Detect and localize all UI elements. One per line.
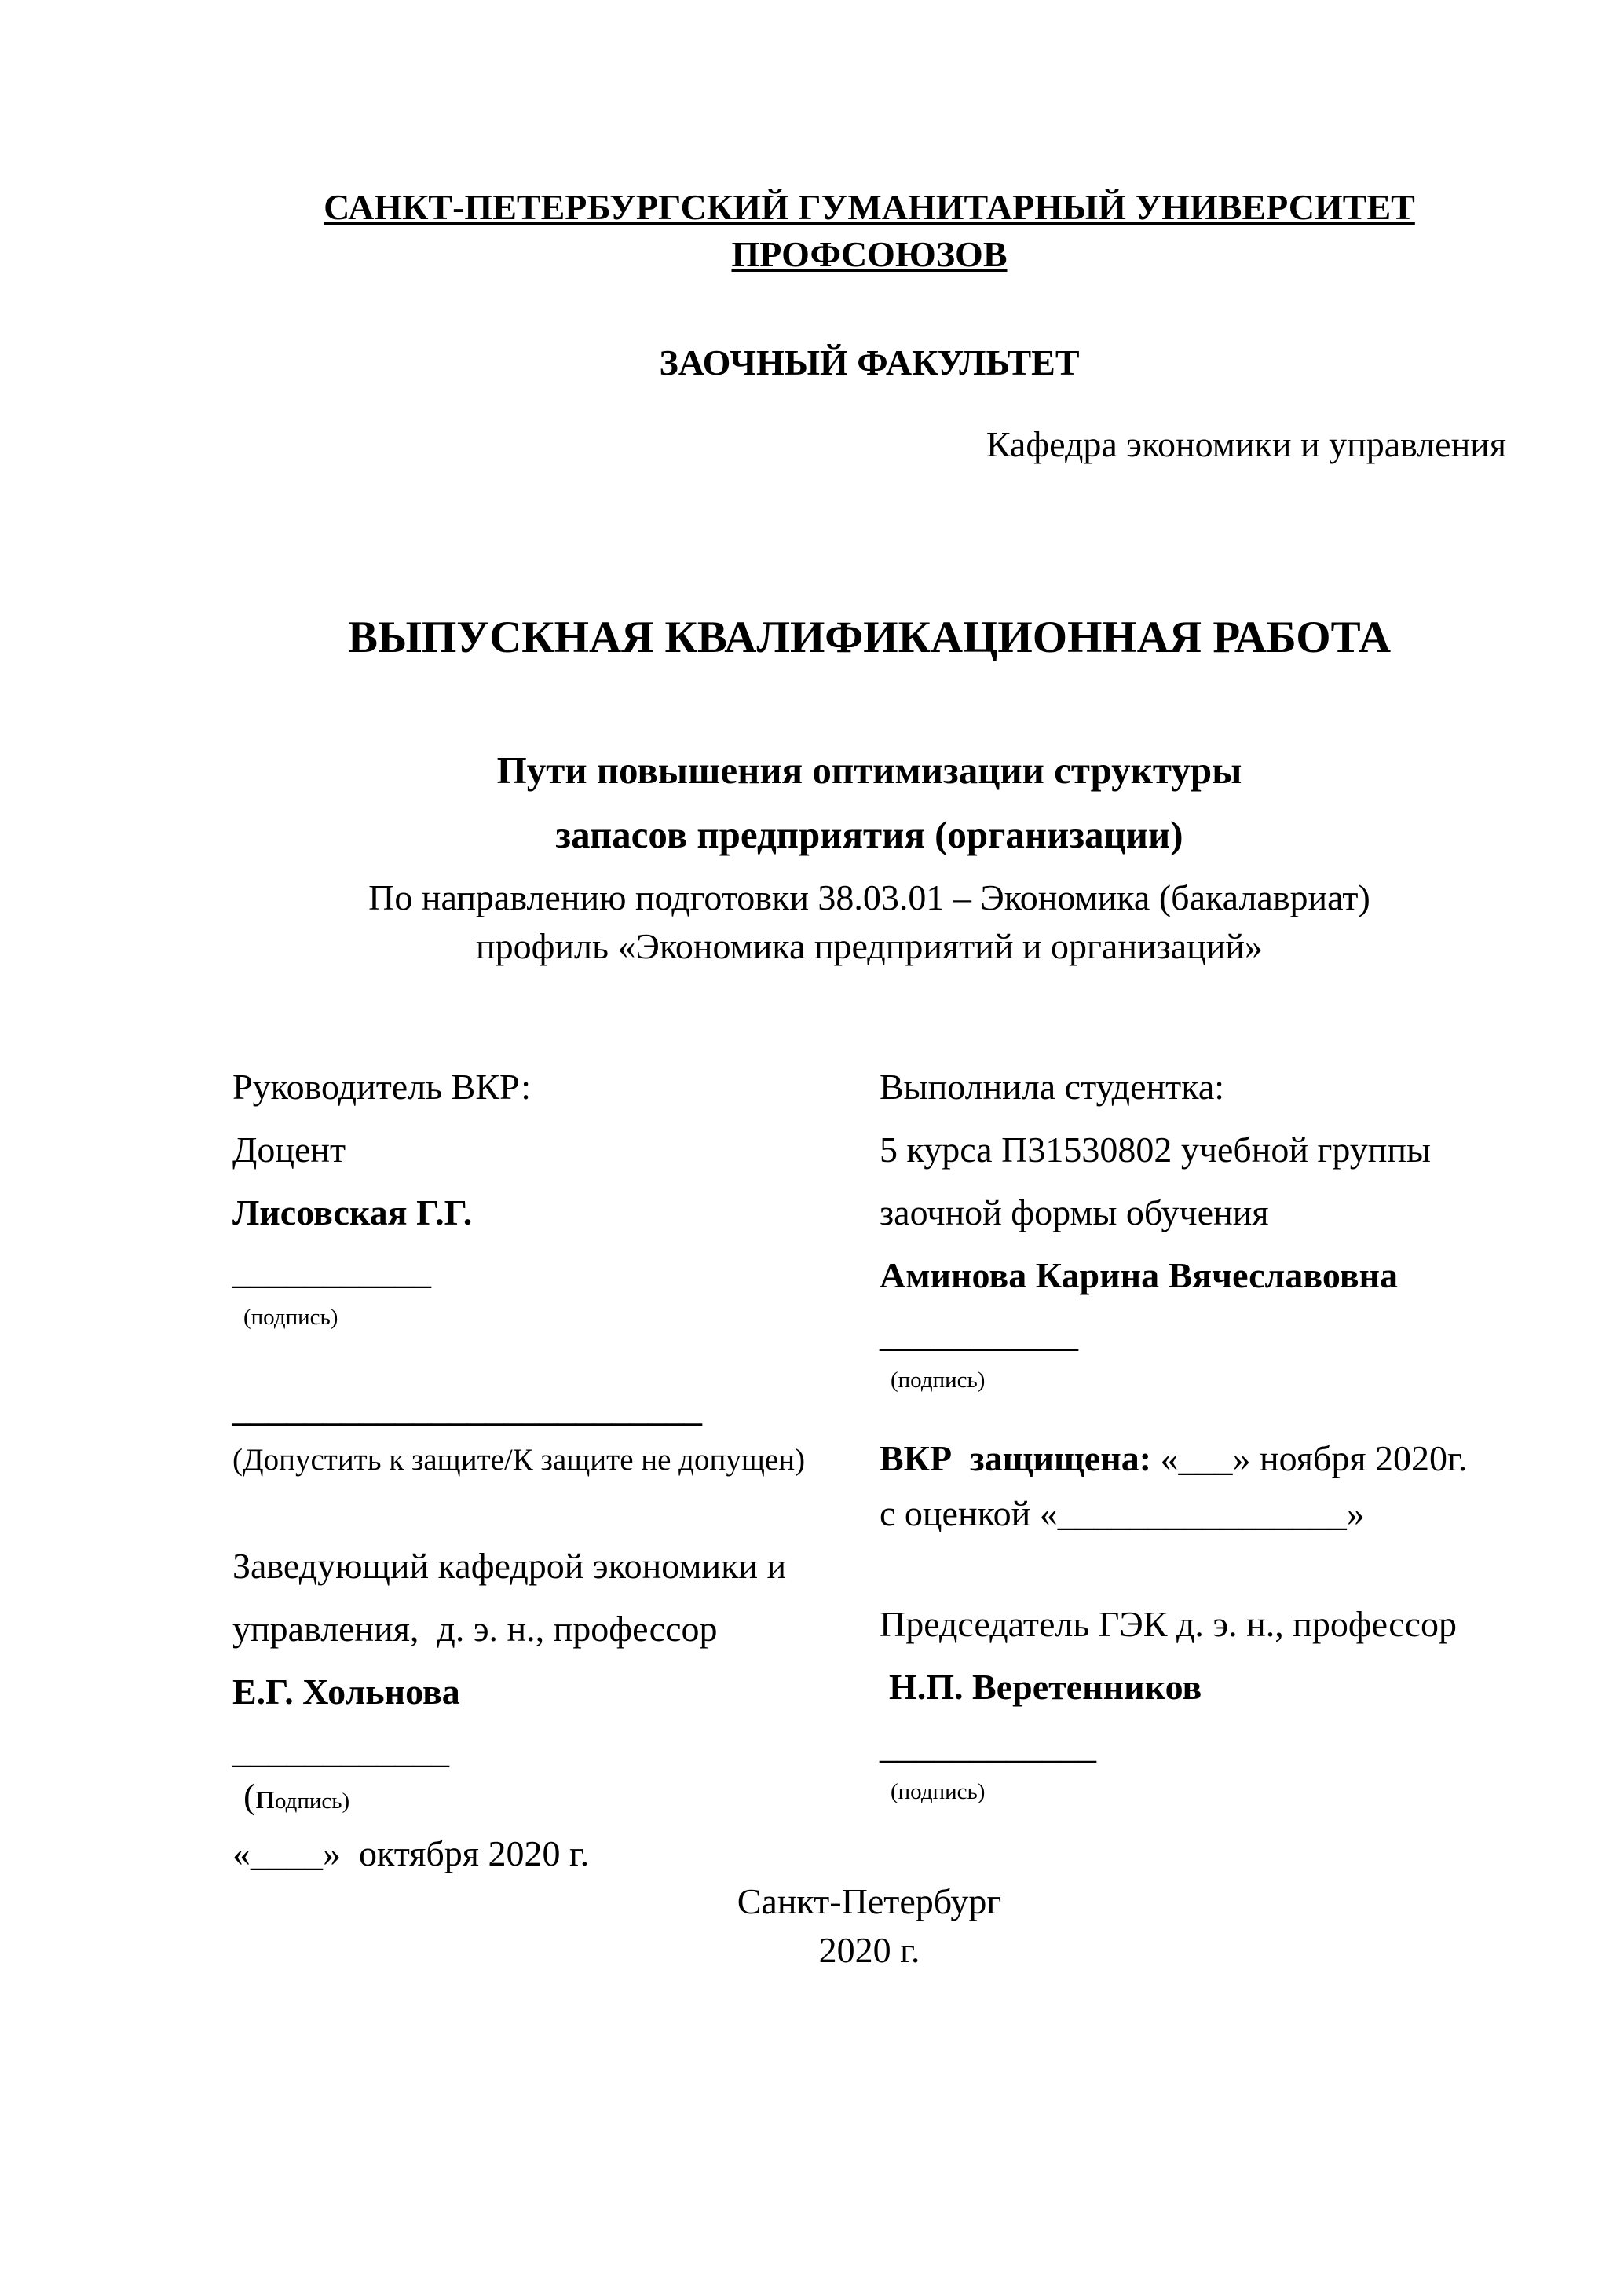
supervisor-position: Доцент xyxy=(232,1130,346,1170)
gek-chair-name: Н.П. Веретенников xyxy=(889,1667,1202,1707)
student-group-line: 5 курса П31530802 учебной группы xyxy=(880,1130,1431,1170)
student-label: Выполнила студентка: xyxy=(880,1067,1225,1107)
supervisor-signature-line: ___________ xyxy=(232,1251,431,1291)
gek-chair-block xyxy=(880,1593,1506,1719)
supervisor-label: Руководитель ВКР: xyxy=(232,1067,532,1107)
department-head-signature-caption: (подпись) xyxy=(243,1776,350,1816)
program-line2: профиль «Экономика предприятий и организаций» xyxy=(475,926,1264,966)
left-column xyxy=(232,1056,880,1885)
faculty-name: ЗАОЧНЫЙ ФАКУЛЬТЕТ xyxy=(659,342,1080,383)
gek-chair-signature-caption: (подпись) xyxy=(891,1779,986,1804)
department-name: Кафедра экономики и управления xyxy=(986,424,1506,464)
gek-chair-signature-line: ____________ xyxy=(880,1726,1096,1766)
defense-grade-line: с оценкой «________________» xyxy=(880,1493,1365,1533)
university-name: САНКТ-ПЕТЕРБУРГСКИЙ ГУМАНИТАРНЫЙ УНИВЕРСИТЕТ ПРОФСОЮЗОВ xyxy=(324,187,1415,274)
thesis-title xyxy=(232,738,1506,867)
student-signature-line: ___________ xyxy=(880,1314,1078,1354)
admission-caption: (Допустить к защите/К защите не допущен) xyxy=(232,1443,806,1477)
footer-city: Санкт-Петербург xyxy=(737,1881,1002,1921)
defense-label: ВКР защищена: xyxy=(880,1438,1152,1478)
right-column xyxy=(880,1056,1506,1885)
thesis-title-line2: запасов предприятия (организации) xyxy=(555,813,1183,856)
department-head-title-line2: управления, д. э. н., профессор xyxy=(232,1609,718,1649)
department-head-name: Е.Г. Хольнова xyxy=(232,1672,460,1712)
defense-date: «___» ноября 2020г. xyxy=(1151,1438,1468,1478)
supervisor-name: Лисовская Г.Г. xyxy=(232,1192,473,1232)
defense-line xyxy=(880,1431,1506,1486)
program-info xyxy=(232,873,1506,971)
student-name: Аминова Карина Вячеславовна xyxy=(880,1255,1399,1295)
department-head-title-line1: Заведующий кафедрой экономики и xyxy=(232,1546,787,1586)
footer-year: 2020 г. xyxy=(818,1930,920,1970)
signature-columns xyxy=(232,1056,1506,1885)
program-line1: По направлению подготовки 38.03.01 – Экономика (бакалавриат) xyxy=(368,877,1370,917)
student-signature-caption: (подпись) xyxy=(891,1368,986,1393)
thesis-title-line1: Пути повышения оптимизации структуры xyxy=(496,749,1242,792)
page-footer xyxy=(232,1877,1506,1975)
department-head-signature-line: ____________ xyxy=(232,1730,449,1771)
work-type-heading: ВЫПУСКНАЯ КВАЛИФИКАЦИОННАЯ РАБОТА xyxy=(347,613,1391,662)
department-head-block xyxy=(232,1535,880,1723)
admission-date-line: «____» октября 2020 г. xyxy=(232,1833,590,1873)
admission-line: __________________________ xyxy=(232,1389,702,1429)
student-form-line: заочной формы обучения xyxy=(880,1192,1269,1232)
gek-chair-label: Председатель ГЭК д. э. н., профессор xyxy=(880,1604,1458,1644)
supervisor-signature-caption: (подпись) xyxy=(243,1305,338,1330)
